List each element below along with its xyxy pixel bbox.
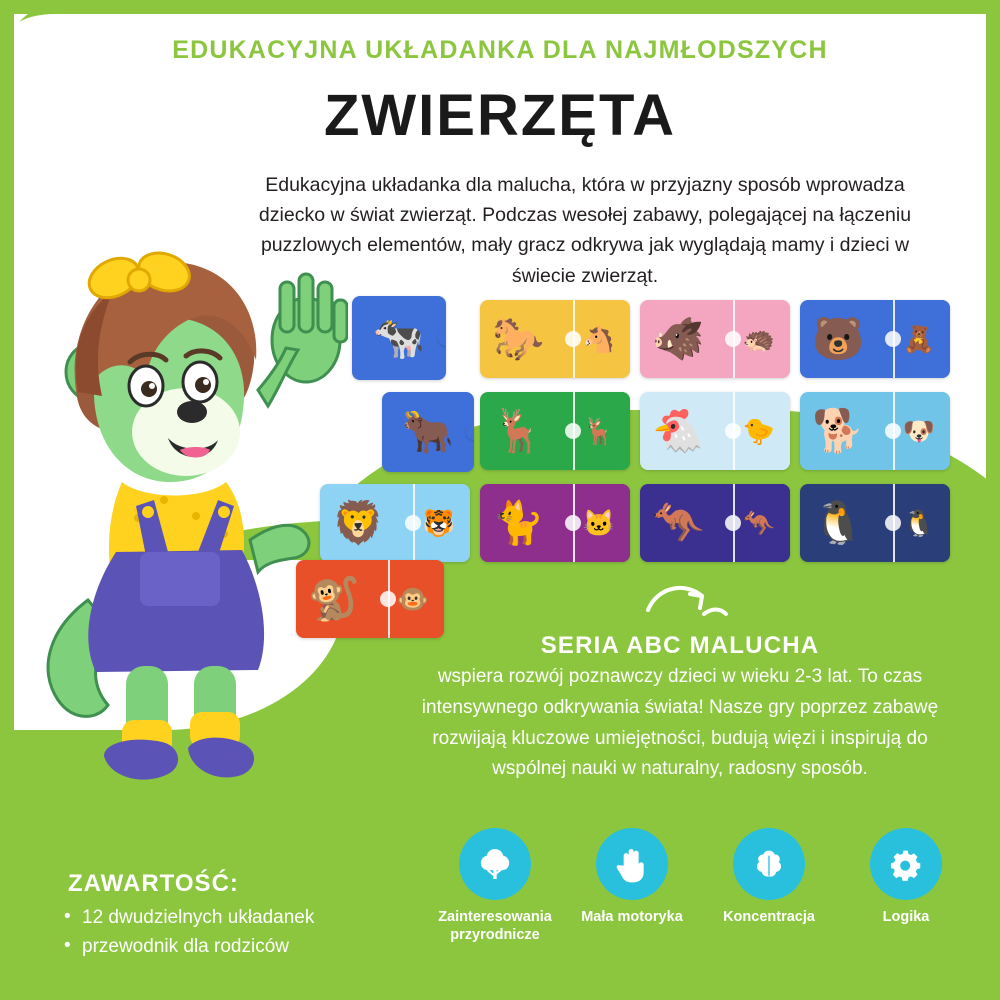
- feature-label: Mała motoryka: [581, 909, 683, 925]
- puzzle-adult-animal: 🐗: [652, 315, 705, 362]
- feature-gears: [841, 828, 971, 926]
- puzzle-tile-kangaroo: [640, 484, 790, 562]
- puzzle-tile-boar: [640, 300, 790, 378]
- puzzle-baby-animal: 🐶: [902, 416, 935, 446]
- feature-brain: [704, 828, 834, 926]
- feature-tree: [430, 828, 560, 944]
- border-top: [0, 0, 1000, 14]
- puzzle-adult-animal: 🐻: [812, 315, 865, 362]
- series-title: SERIA ABC MALUCHA: [540, 632, 820, 659]
- puzzle-tile-dog: [800, 392, 950, 470]
- feature-label: Koncentracja: [723, 909, 815, 925]
- feature-label: Logika: [882, 909, 930, 925]
- puzzle-baby-animal: 🦔: [742, 324, 775, 354]
- puzzle-baby-animal: 🐯: [422, 508, 455, 538]
- puzzle-adult-animal: 🐒: [307, 575, 361, 622]
- puzzle-tile-deer: [480, 392, 630, 470]
- contents-list: [64, 903, 314, 962]
- puzzle-baby-animal: 🐧: [902, 508, 935, 538]
- puzzle-knob: [885, 423, 901, 439]
- border-right: [986, 0, 1000, 1000]
- puzzle-adult-animal: 🐧: [812, 499, 865, 546]
- puzzle-knob: [725, 331, 741, 347]
- puzzle-baby-animal: 🐱: [582, 508, 615, 538]
- puzzle-adult-animal: 🐈: [492, 499, 545, 546]
- puzzle-knob: [725, 423, 741, 439]
- contents-title: ZAWARTOŚĆ:: [68, 870, 239, 897]
- list-item: • przewodnik dla rodziców: [64, 932, 314, 961]
- gears-icon: [870, 828, 942, 900]
- tree-icon: [459, 828, 531, 900]
- puzzle-baby-animal: 🦘: [742, 508, 775, 538]
- feature-list: [430, 828, 970, 968]
- list-item: • 12 dwudzielnych układanek: [64, 903, 314, 932]
- puzzle-tile-bear: [800, 300, 950, 378]
- puzzle-tile-cat: [480, 484, 630, 562]
- puzzle-tile-calf: [382, 392, 474, 472]
- series-description: wspiera rozwój poznawczy dzieci w wieku 2-3 lat. To czas intensywnego odkrywania świata! Nasze gry poprzez zabawę rozwijają kluczowe umiejętności, budują więzi i inspirują do wspólnej nauki w naturalny, radosny sposób.: [421, 666, 939, 780]
- hand-icon: [596, 828, 668, 900]
- border-left: [0, 0, 14, 1000]
- puzzle-tile-horse: [480, 300, 630, 378]
- mascot-illustration: [18, 200, 348, 810]
- puzzle-adult-animal: 🐂: [401, 408, 455, 455]
- page-title: ZWIERZĘTA: [324, 83, 676, 148]
- puzzle-baby-animal: 🐵: [396, 584, 430, 614]
- puzzle-baby-animal: 🐤: [742, 416, 775, 446]
- puzzle-adult-animal: 🦌: [492, 407, 545, 454]
- puzzle-adult-animal: 🐔: [652, 407, 705, 454]
- puzzle-tile-cow: [352, 296, 446, 380]
- brain-icon: [733, 828, 805, 900]
- puzzle-knob: [405, 515, 421, 531]
- puzzle-tile-chicken: [640, 392, 790, 470]
- poster-kicker: EDUKACYJNA UKŁADANKA DLA NAJMŁODSZYCH: [172, 36, 828, 64]
- puzzle-adult-animal: 🐕: [812, 407, 865, 454]
- puzzle-adult-animal: 🦘: [652, 499, 705, 546]
- border-bottom: [0, 986, 1000, 1000]
- intro-paragraph: Edukacyjna układanka dla malucha, która w przyjazny sposób wprowadza dziecko w świat zwierząt. Podczas wesołej zabawy, polegającej na łączeniu puzzlowych elementów, mały gracz odkrywa jak wyglądają mamy i dzieci w świecie zwierząt.: [258, 174, 912, 287]
- puzzle-knob: [565, 423, 581, 439]
- puzzle-adult-animal: 🦁: [332, 499, 385, 546]
- puzzle-knob: [438, 330, 446, 346]
- feature-label: Zainteresowania przyrodnicze: [438, 909, 552, 944]
- puzzle-knob: [885, 331, 901, 347]
- feature-hand: [567, 828, 697, 926]
- puzzle-knob: [725, 515, 741, 531]
- puzzle-knob: [565, 331, 581, 347]
- puzzle-adult-animal: 🐄: [372, 314, 426, 361]
- puzzle-knob: [565, 515, 581, 531]
- puzzle-knob: [466, 424, 474, 440]
- puzzle-baby-animal: 🐴: [582, 324, 615, 354]
- puzzle-knob: [380, 591, 396, 607]
- puzzle-baby-animal: 🧸: [902, 324, 935, 354]
- puzzle-adult-animal: 🐎: [492, 315, 545, 362]
- puzzle-tile-penguin: [800, 484, 950, 562]
- curved-arrow-icon: [640, 580, 730, 625]
- puzzle-knob: [885, 515, 901, 531]
- puzzle-baby-animal: 🦌: [582, 416, 615, 446]
